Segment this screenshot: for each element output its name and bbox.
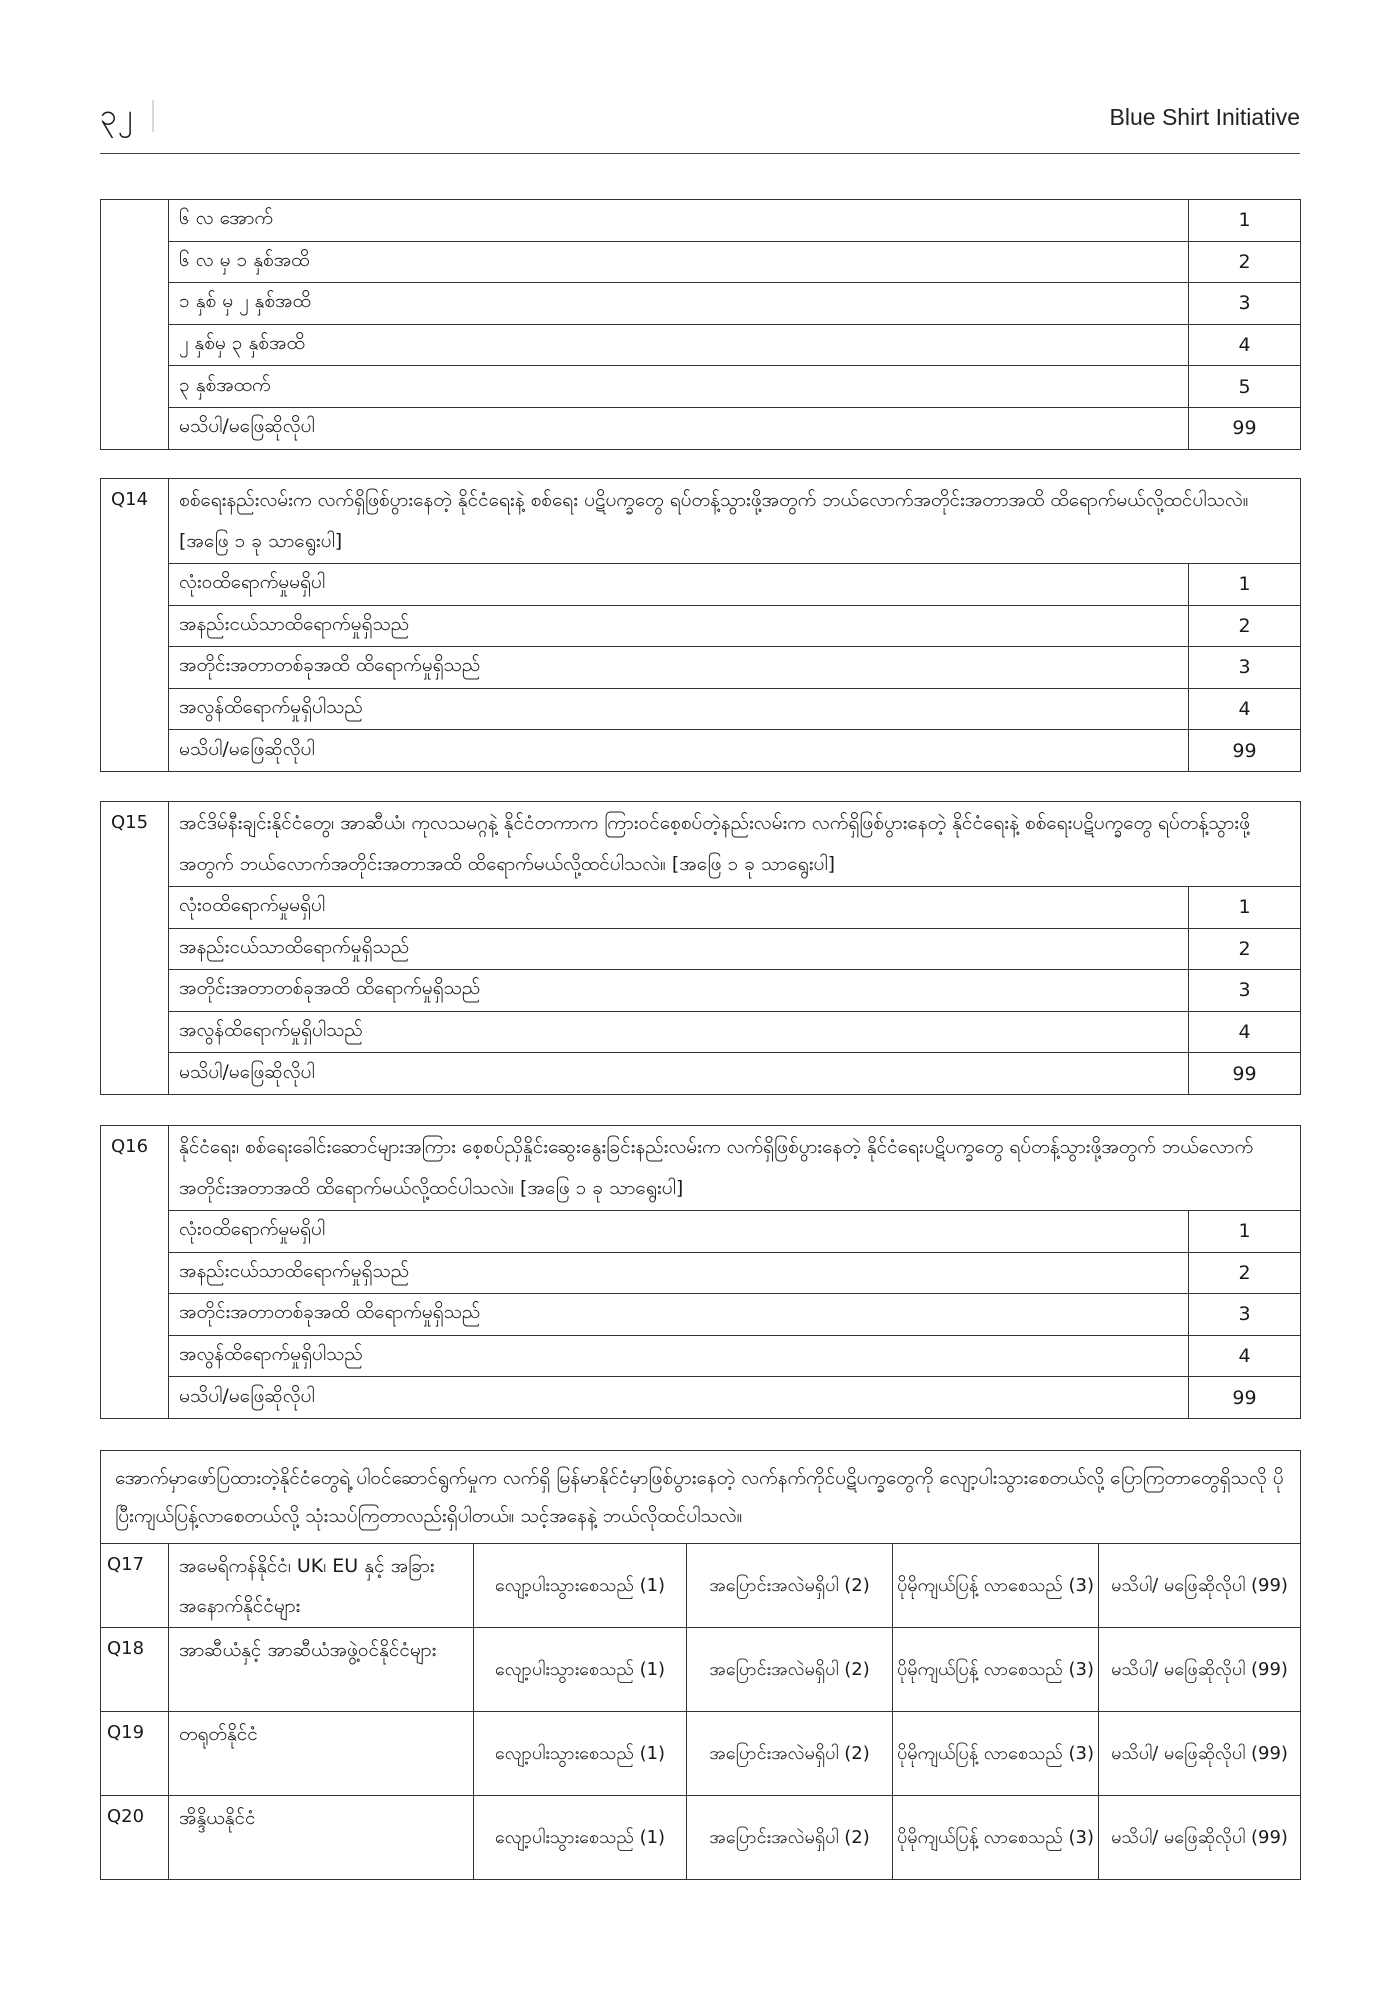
option-row xyxy=(101,1211,1301,1253)
q13-options-table xyxy=(100,199,1301,450)
grid-row xyxy=(101,1628,1301,1712)
option-label: မသိပါ/မဖြေဆိုလိုပါ xyxy=(169,1053,1189,1095)
question-text: နိုင်ငံရေး၊ စစ်ရေးခေါင်းဆောင်များအကြား စေ့စပ်ညှိနှိုင်းဆွေးနွေးခြင်းနည်းလမ်းက လက်ရှိဖြစ်ပွားနေတဲ့ နိုင်ငံရေးပဋိပက္ခတွေ ရပ်တန့်သွားဖို့အတွက် ဘယ်လောက်အတိုင်းအတာအထိ ထိရောက်မယ်လို့ထင်ပါသလဲ။ [အဖြေ ၁ ခု သာရွေးပါ] xyxy=(169,1126,1301,1211)
option-code: 2 xyxy=(1189,605,1301,647)
option-label: ၆ လ မှ ၁ နှစ်အထိ xyxy=(169,241,1189,283)
option-row xyxy=(101,928,1301,970)
option-row xyxy=(101,564,1301,606)
option-code: 1 xyxy=(1189,200,1301,242)
option-label: မသိပါ/မဖြေဆိုလိုပါ xyxy=(169,1377,1189,1419)
q16-table xyxy=(100,1125,1301,1419)
question-row xyxy=(101,1126,1301,1211)
option-label: လုံးဝထိရောက်မှုမရှိပါ xyxy=(169,1211,1189,1253)
option-code: 4 xyxy=(1189,1335,1301,1377)
option-row xyxy=(101,1335,1301,1377)
choice-decrease: လျော့ပါးသွားစေသည် (1) xyxy=(474,1796,687,1880)
option-label: ၃ နှစ်အထက် xyxy=(169,366,1189,408)
page-number: ၃၂ xyxy=(100,98,134,133)
question-id: Q17 xyxy=(101,1544,169,1628)
option-label: အတိုင်းအတာတစ်ခုအထိ ထိရောက်မှုရှိသည် xyxy=(169,970,1189,1012)
option-label: အနည်းငယ်သာထိရောက်မှုရှိသည် xyxy=(169,605,1189,647)
grid-row xyxy=(101,1796,1301,1880)
country-name: အာဆီယံနှင့် အာဆီယံအဖွဲ့ဝင်နိုင်ငံများ xyxy=(169,1628,474,1712)
option-code: 2 xyxy=(1189,241,1301,283)
choice-increase: ပိုမိုကျယ်ပြန့် လာစေသည် (3) xyxy=(893,1544,1099,1628)
question-text: အင်ဒိမ်နီးချင်းနိုင်ငံတွေ၊ အာဆီယံ၊ ကုလသမဂ္ဂနဲ့ နိုင်ငံတကာက ကြားဝင်စေ့စပ်တဲ့နည်းလမ်းက လက်ရှိဖြစ်ပွားနေတဲ့ နိုင်ငံရေးနဲ့ စစ်ရေးပဋိပက္ခတွေ ရပ်တန့်သွားဖို့အတွက် ဘယ်လောက်အတိုင်းအတာအထိ ထိရောက်မယ်လို့ထင်ပါသလဲ။ [အဖြေ ၁ ခု သာရွေးပါ] xyxy=(169,802,1301,887)
option-label: အလွန်ထိရောက်မှုရှိပါသည် xyxy=(169,688,1189,730)
question-id-cell xyxy=(101,200,169,450)
option-row xyxy=(101,730,1301,772)
option-row xyxy=(101,407,1301,449)
option-row xyxy=(101,324,1301,366)
option-code: 3 xyxy=(1189,1294,1301,1336)
option-label: ၁ နှစ် မှ ၂ နှစ်အထိ xyxy=(169,283,1189,325)
option-label: အတိုင်းအတာတစ်ခုအထိ ထိရောက်မှုရှိသည် xyxy=(169,647,1189,689)
q17-q20-grid-table xyxy=(100,1450,1301,1880)
question-row xyxy=(101,479,1301,564)
choice-decrease: လျော့ပါးသွားစေသည် (1) xyxy=(474,1712,687,1796)
question-id: Q19 xyxy=(101,1712,169,1796)
option-row xyxy=(101,366,1301,408)
choice-increase: ပိုမိုကျယ်ပြန့် လာစေသည် (3) xyxy=(893,1628,1099,1712)
option-code: 1 xyxy=(1189,564,1301,606)
grid-row xyxy=(101,1712,1301,1796)
option-row xyxy=(101,688,1301,730)
option-label: အလွန်ထိရောက်မှုရှိပါသည် xyxy=(169,1011,1189,1053)
question-id: Q18 xyxy=(101,1628,169,1712)
country-name: တရုတ်နိုင်ငံ xyxy=(169,1712,474,1796)
option-row xyxy=(101,1011,1301,1053)
option-code: 2 xyxy=(1189,1252,1301,1294)
option-code: 2 xyxy=(1189,928,1301,970)
question-text: စစ်ရေးနည်းလမ်းက လက်ရှိဖြစ်ပွားနေတဲ့ နိုင်ငံရေးနဲ့ စစ်ရေး ပဋိပက္ခတွေ ရပ်တန့်သွားဖို့အတွက် ဘယ်လောက်အတိုင်းအတာအထိ ထိရောက်မယ်လို့ထင်ပါသလဲ။ [အဖြေ ၁ ခု သာရွေးပါ] xyxy=(169,479,1301,564)
option-code: 4 xyxy=(1189,324,1301,366)
organization-name: Blue Shirt Initiative xyxy=(1109,104,1300,130)
option-label: လုံးဝထိရောက်မှုမရှိပါ xyxy=(169,564,1189,606)
option-row xyxy=(101,241,1301,283)
choice-decrease: လျော့ပါးသွားစေသည် (1) xyxy=(474,1544,687,1628)
q14-table xyxy=(100,478,1301,772)
option-code: 4 xyxy=(1189,1011,1301,1053)
option-label: ၆ လ အောက် xyxy=(169,200,1189,242)
option-label: အနည်းငယ်သာထိရောက်မှုရှိသည် xyxy=(169,1252,1189,1294)
choice-dont-know: မသိပါ/ မဖြေဆိုလိုပါ (99) xyxy=(1099,1712,1301,1796)
choice-no-change: အပြောင်းအလဲမရှိပါ (2) xyxy=(687,1712,893,1796)
option-row xyxy=(101,887,1301,929)
option-label: လုံးဝထိရောက်မှုမရှိပါ xyxy=(169,887,1189,929)
country-name: အမေရိကန်နိုင်ငံ၊ UK၊ EU နှင့် အခြားအနောက်နိုင်ငံများ xyxy=(169,1544,474,1628)
option-row xyxy=(101,1377,1301,1419)
q15-table xyxy=(100,801,1301,1095)
header-divider xyxy=(152,100,154,132)
option-label: မသိပါ/မဖြေဆိုလိုပါ xyxy=(169,407,1189,449)
option-row xyxy=(101,605,1301,647)
question-id: Q16 xyxy=(101,1126,169,1419)
option-row xyxy=(101,1053,1301,1095)
grid-row xyxy=(101,1544,1301,1628)
question-id: Q15 xyxy=(101,802,169,1095)
option-code: 3 xyxy=(1189,970,1301,1012)
option-label: အတိုင်းအတာတစ်ခုအထိ ထိရောက်မှုရှိသည် xyxy=(169,1294,1189,1336)
option-code: 1 xyxy=(1189,1211,1301,1253)
option-code: 1 xyxy=(1189,887,1301,929)
option-row xyxy=(101,970,1301,1012)
choice-no-change: အပြောင်းအလဲမရှိပါ (2) xyxy=(687,1544,893,1628)
option-code: 99 xyxy=(1189,407,1301,449)
option-label: ၂ နှစ်မှ ၃ နှစ်အထိ xyxy=(169,324,1189,366)
option-row xyxy=(101,200,1301,242)
grid-intro-row xyxy=(101,1451,1301,1544)
question-id: Q14 xyxy=(101,479,169,772)
option-code: 3 xyxy=(1189,283,1301,325)
option-code: 99 xyxy=(1189,730,1301,772)
option-code: 99 xyxy=(1189,1053,1301,1095)
choice-increase: ပိုမိုကျယ်ပြန့် လာစေသည် (3) xyxy=(893,1712,1099,1796)
question-id: Q20 xyxy=(101,1796,169,1880)
option-code: 99 xyxy=(1189,1377,1301,1419)
question-row xyxy=(101,802,1301,887)
choice-dont-know: မသိပါ/ မဖြေဆိုလိုပါ (99) xyxy=(1099,1796,1301,1880)
choice-no-change: အပြောင်းအလဲမရှိပါ (2) xyxy=(687,1796,893,1880)
choice-increase: ပိုမိုကျယ်ပြန့် လာစေသည် (3) xyxy=(893,1796,1099,1880)
option-code: 4 xyxy=(1189,688,1301,730)
option-row xyxy=(101,1252,1301,1294)
option-label: မသိပါ/မဖြေဆိုလိုပါ xyxy=(169,730,1189,772)
choice-decrease: လျော့ပါးသွားစေသည် (1) xyxy=(474,1628,687,1712)
option-row xyxy=(101,647,1301,689)
option-code: 3 xyxy=(1189,647,1301,689)
option-code: 5 xyxy=(1189,366,1301,408)
choice-dont-know: မသိပါ/ မဖြေဆိုလိုပါ (99) xyxy=(1099,1628,1301,1712)
option-label: အနည်းငယ်သာထိရောက်မှုရှိသည် xyxy=(169,928,1189,970)
choice-no-change: အပြောင်းအလဲမရှိပါ (2) xyxy=(687,1628,893,1712)
grid-intro-text: အောက်မှာဖော်ပြထားတဲ့နိုင်ငံတွေရဲ့ ပါဝင်ဆောင်ရွက်မှုက လက်ရှိ မြန်မာနိုင်ငံမှာဖြစ်ပွားနေတဲ့ လက်နက်ကိုင်ပဋိပက္ခတွေကို လျော့ပါးသွားစေတယ်လို့ ပြောကြတာတွေရှိသလို ပိုပြီးကျယ်ပြန့်လာစေတယ်လို့ သုံးသပ်ကြတာလည်းရှိပါတယ်။ သင့်အနေနဲ့ ဘယ်လိုထင်ပါသလဲ။ xyxy=(101,1451,1301,1544)
option-row xyxy=(101,283,1301,325)
page-header xyxy=(100,98,1300,154)
country-name: အိန္ဒိယနိုင်ငံ xyxy=(169,1796,474,1880)
choice-dont-know: မသိပါ/ မဖြေဆိုလိုပါ (99) xyxy=(1099,1544,1301,1628)
option-row xyxy=(101,1294,1301,1336)
option-label: အလွန်ထိရောက်မှုရှိပါသည် xyxy=(169,1335,1189,1377)
